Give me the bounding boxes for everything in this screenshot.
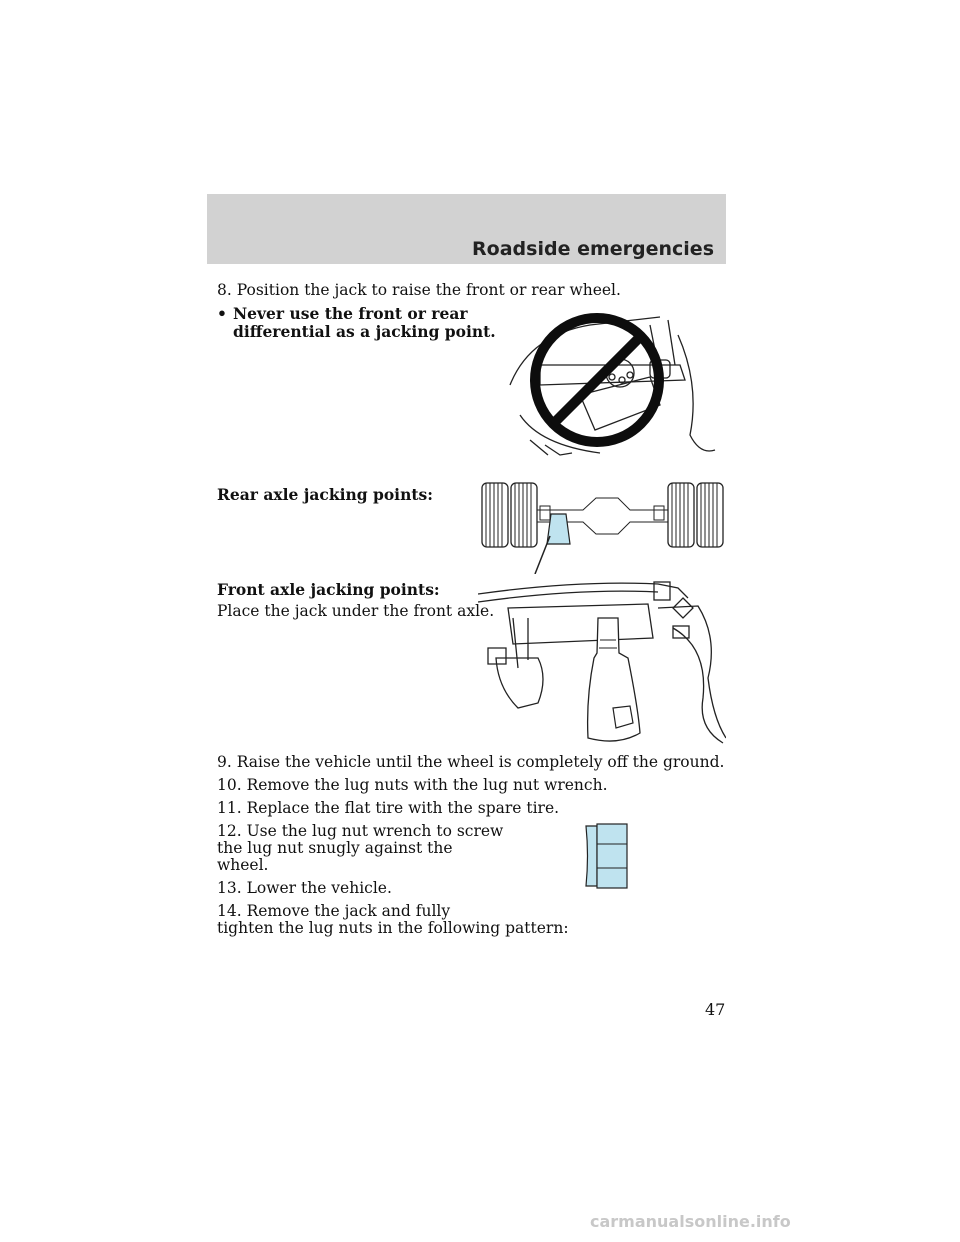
warning-line-1: Never use the front or rear — [233, 304, 468, 323]
step-8: 8. Position the jack to raise the front or rear wheel. — [217, 281, 621, 299]
warning-line-2: differential as a jacking point. — [233, 322, 496, 341]
watermark: carmanualsonline.info — [590, 1212, 791, 1231]
step-14-line-1: 14. Remove the jack and fully — [217, 902, 451, 920]
rear-jacking-point-marker — [547, 514, 570, 544]
step-13: 13. Lower the vehicle. — [217, 879, 392, 897]
front-axle-jacking-figure — [478, 578, 726, 748]
rear-axle-heading: Rear axle jacking points: — [217, 485, 433, 504]
differential-prohibited-figure — [500, 305, 722, 465]
section-title: Roadside emergencies — [472, 238, 714, 260]
step-12-line-2: the lug nut snugly against the — [217, 839, 453, 857]
lug-nut-figure — [583, 822, 631, 890]
page-number: 47 — [705, 1000, 726, 1019]
step-12-line-3: wheel. — [217, 856, 269, 874]
step-10: 10. Remove the lug nuts with the lug nut wrench. — [217, 776, 608, 794]
section-header-band — [207, 194, 726, 264]
step-14-line-2: tighten the lug nuts in the following pattern: — [217, 919, 569, 937]
front-axle-text: Place the jack under the front axle. — [217, 602, 495, 620]
front-axle-heading: Front axle jacking points: — [217, 580, 440, 599]
warning-bullet: • — [217, 304, 227, 323]
step-11: 11. Replace the flat tire with the spare tire. — [217, 799, 560, 817]
rear-axle-jacking-figure — [478, 478, 726, 574]
step-12-line-1: 12. Use the lug nut wrench to screw — [217, 822, 504, 840]
step-9: 9. Raise the vehicle until the wheel is completely off the ground. — [217, 753, 725, 771]
